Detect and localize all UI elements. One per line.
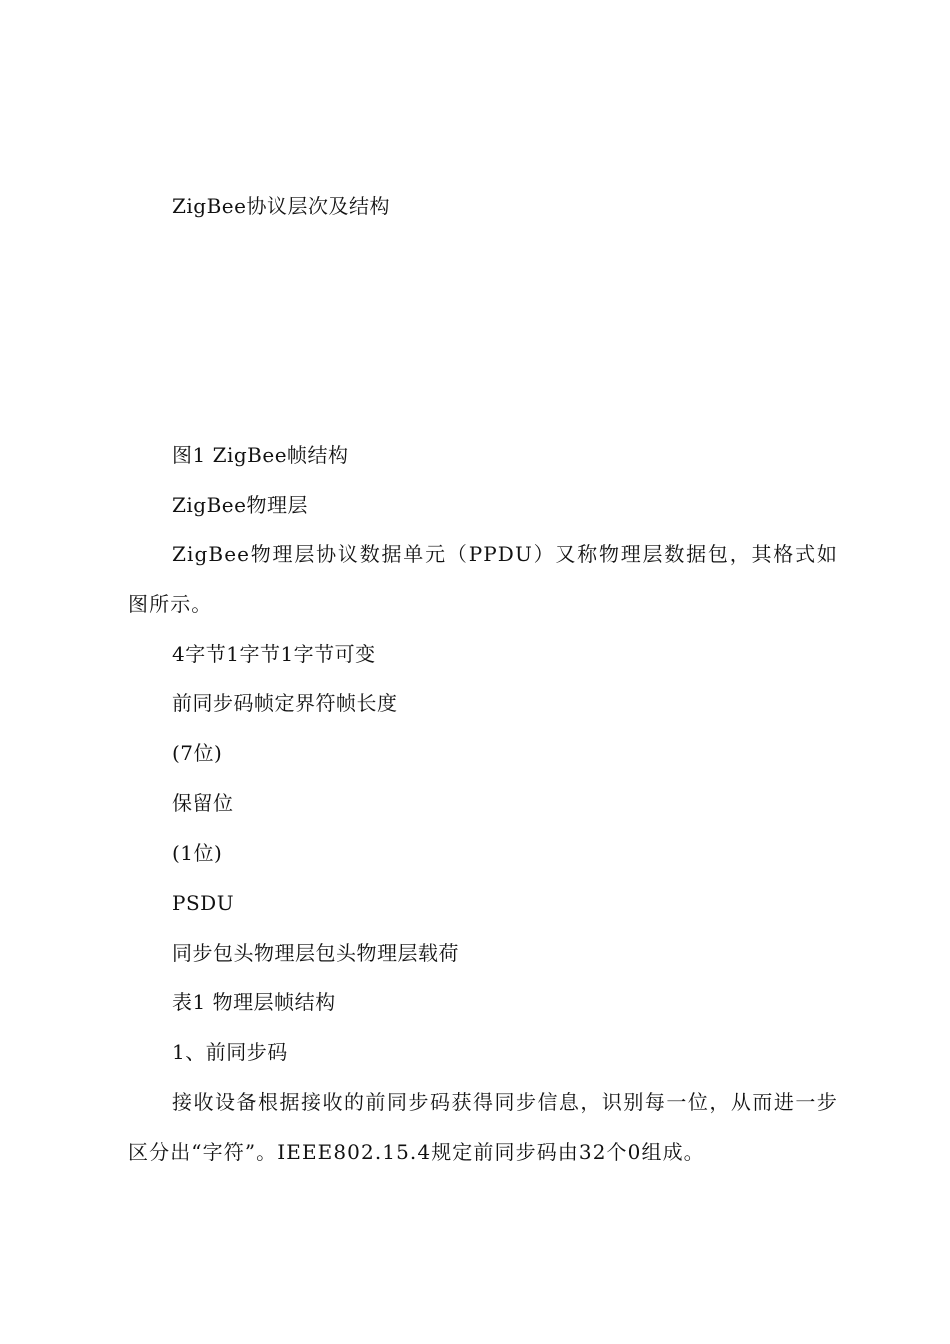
section-title: ZigBee物理层 (172, 493, 308, 517)
table-caption: 表1 物理层帧结构 (172, 990, 336, 1014)
table-row-reserved: 保留位 (172, 791, 234, 815)
paragraph-ppdu: ZigBee物理层协议数据单元（PPDU）又称物理层数据包，其格式如图所示。 (128, 542, 838, 616)
table-row-sizes: 4字节1字节1字节可变 (172, 642, 376, 666)
table-row-fields: 前同步码帧定界符帧长度 (172, 691, 398, 715)
document-heading: ZigBee协议层次及结构 (172, 194, 390, 218)
table-row-psdu: PSDU (172, 891, 235, 915)
table-row-7bit: (7位) (172, 741, 223, 765)
table-row-1bit: (1位) (172, 841, 223, 865)
figure-caption: 图1 ZigBee帧结构 (172, 443, 349, 467)
table-row-headers: 同步包头物理层包头物理层载荷 (172, 941, 459, 965)
list-item-title: 1、前同步码 (172, 1040, 288, 1064)
paragraph-preamble: 接收设备根据接收的前同步码获得同步信息，识别每一位，从而进一步区分出“字符”。IEEE802.15.4规定前同步码由32个0组成。 (128, 1090, 838, 1164)
